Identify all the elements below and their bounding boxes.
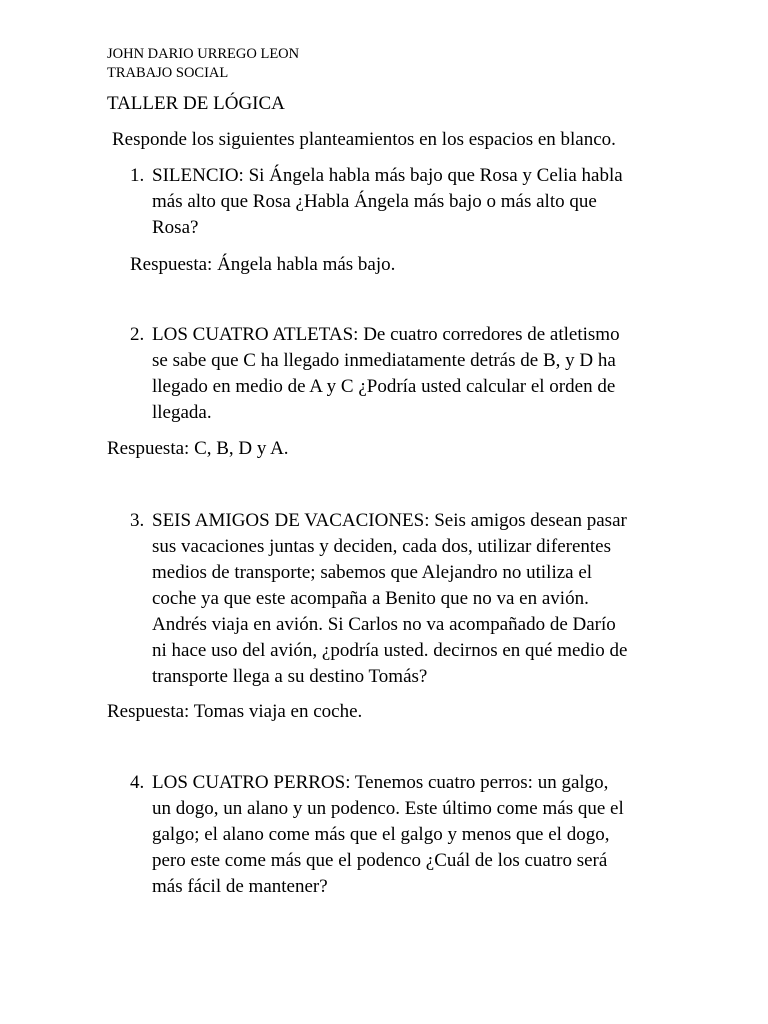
question-line: SILENCIO: Si Ángela habla más bajo que Rosa y Celia habla xyxy=(152,165,623,186)
question-line: medios de transporte; sabemos que Alejandro no utiliza el xyxy=(152,562,593,583)
question-line: LOS CUATRO ATLETAS: De cuatro corredores de atletismo xyxy=(152,324,620,345)
question-line: Rosa? xyxy=(152,217,199,238)
question-text xyxy=(152,163,672,241)
answer-3: Respuesta: Tomas viaja en coche. xyxy=(107,701,363,722)
author-name: JOHN DARIO URREGO LEON xyxy=(107,46,300,62)
question-line: Andrés viaja en avión. Si Carlos no va acompañado de Darío xyxy=(152,614,616,635)
question-line: más fácil de mantener? xyxy=(152,876,328,897)
question-line: llegada. xyxy=(152,402,212,423)
answer-1: Respuesta: Ángela habla más bajo. xyxy=(130,254,396,275)
instructions: Responde los siguientes planteamientos en los espacios en blanco. xyxy=(112,129,616,150)
question-line: sus vacaciones juntas y deciden, cada dos, utilizar diferentes xyxy=(152,536,611,557)
question-line: LOS CUATRO PERROS: Tenemos cuatro perros: un galgo, xyxy=(152,772,609,793)
question-text xyxy=(152,322,672,426)
question-text xyxy=(152,770,672,900)
question-line: un dogo, un alano y un podenco. Este último come más que el xyxy=(152,798,624,819)
question-text xyxy=(152,508,672,690)
question-line: ni hace uso del avión, ¿podría usted. decirnos en qué medio de xyxy=(152,640,628,661)
question-line: pero este come más que el podenco ¿Cuál de los cuatro será xyxy=(152,850,608,871)
question-line: llegado en medio de A y C ¿Podría usted calcular el orden de xyxy=(152,376,616,397)
question-line: se sabe que C ha llegado inmediatamente detrás de B, y D ha xyxy=(152,350,616,371)
question-line: más alto que Rosa ¿Habla Ángela más bajo o más alto que xyxy=(152,191,597,212)
question-number: 2. xyxy=(130,324,145,345)
question-number: 1. xyxy=(130,165,145,186)
program-name: TRABAJO SOCIAL xyxy=(107,65,229,81)
question-number: 3. xyxy=(130,510,145,531)
document-title: TALLER DE LÓGICA xyxy=(107,93,285,114)
question-line: coche ya que este acompaña a Benito que no va en avión. xyxy=(152,588,589,609)
question-line: galgo; el alano come más que el galgo y menos que el dogo, xyxy=(152,824,610,845)
question-line: transporte llega a su destino Tomás? xyxy=(152,666,428,687)
answer-2: Respuesta: C, B, D y A. xyxy=(107,438,289,459)
question-number: 4. xyxy=(130,772,145,793)
question-line: SEIS AMIGOS DE VACACIONES: Seis amigos desean pasar xyxy=(152,510,627,531)
